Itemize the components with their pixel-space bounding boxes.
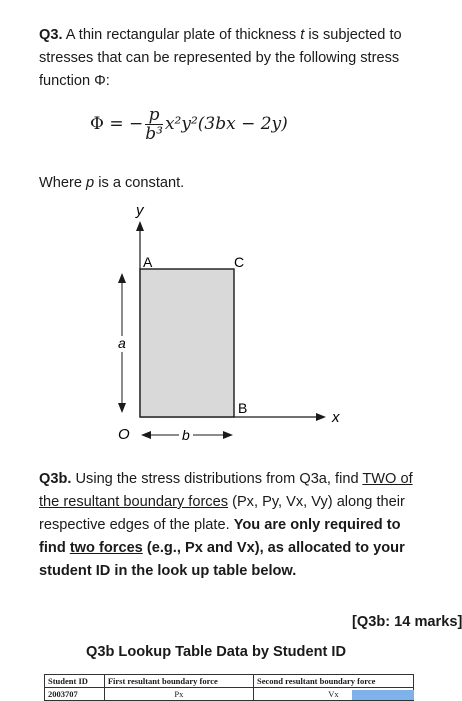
- cell-second-force: Vx: [253, 688, 413, 701]
- table-title: Q3b Lookup Table Data by Student ID: [86, 644, 347, 660]
- plate-rectangle: [140, 269, 234, 417]
- dimension-b-arrow-left: [141, 431, 151, 439]
- dimension-a-label: a: [118, 335, 126, 351]
- constant-statement: Where p is a constant.: [39, 175, 185, 191]
- y-axis-label: y: [136, 202, 144, 219]
- corner-c-label: C: [234, 254, 245, 270]
- marks-label: [Q3b: 14 marks]: [352, 614, 462, 630]
- header-first-force: First resultant boundary force: [104, 675, 253, 688]
- stress-function-equation: [90, 106, 288, 143]
- dimension-b-arrow-right: [223, 431, 233, 439]
- x-axis-label: x: [332, 409, 340, 426]
- header-student-id: Student ID: [45, 675, 105, 688]
- y-axis-arrowhead: [136, 221, 144, 231]
- header-second-force: Second resultant boundary force: [253, 675, 413, 688]
- corner-b-label: B: [238, 400, 248, 416]
- dimension-a-arrow-top: [118, 273, 126, 283]
- origin-label: O: [118, 426, 130, 443]
- question-number: Q3.: [39, 27, 63, 43]
- part-b-label: Q3b.: [39, 471, 72, 487]
- table-header-row: [45, 675, 414, 688]
- dimension-a-arrow-bottom: [118, 403, 126, 413]
- corner-a-label: A: [143, 254, 153, 270]
- equation-fraction: $\frac{p}{\text{b³}}$: [145, 105, 163, 144]
- part-b-paragraph: Q3b. Using the stress distributions from Q3a, find TWO of the resultant boundary forces (Px, Py, Vx, Vy) along their respective edges of the plate. You are only required to find two forces (e.g., Px and Vx), as allocated to your student ID in the look up table below.: [39, 471, 413, 579]
- equation-rhs: x²y²(3bx − 2y): [164, 114, 288, 134]
- question-intro: Q3. A thin rectangular plate of thickness t is subjected to stresses that can be represented by the following stress function Φ:: [39, 27, 402, 89]
- cell-student-id: 2003707: [45, 688, 105, 701]
- equation-lhs: Φ = −: [90, 114, 144, 134]
- selection-highlight: [352, 690, 414, 700]
- dimension-b-label: b: [182, 427, 190, 443]
- cell-first-force: Px: [104, 688, 253, 701]
- plate-diagram: [0, 195, 428, 450]
- x-axis-arrowhead: [316, 413, 326, 421]
- two-forces-link[interactable]: TWO of the resultant boundary forces: [39, 471, 413, 510]
